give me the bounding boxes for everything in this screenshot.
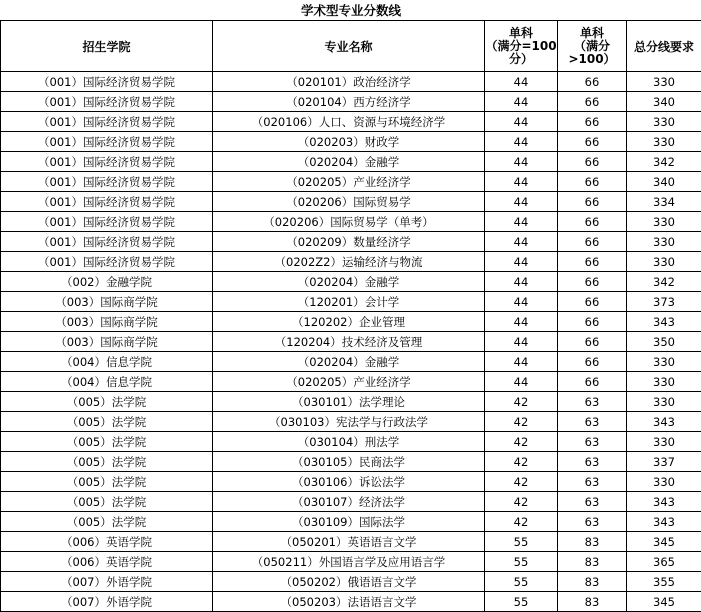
- cell-single-100: 44: [485, 352, 558, 372]
- cell-single-100: 44: [485, 292, 558, 312]
- table-row: [1, 492, 701, 512]
- cell-single-100: 42: [485, 472, 558, 492]
- cell-single-100: 55: [485, 552, 558, 572]
- cell-single-over-100: 83: [558, 532, 627, 552]
- table-row: [1, 212, 701, 232]
- table-row: [1, 112, 701, 132]
- header-total: 总分线要求: [627, 21, 701, 72]
- cell-total: 355: [627, 572, 701, 592]
- cell-single-over-100: 66: [558, 252, 627, 272]
- header-single-over-100-top: 单科: [558, 27, 626, 40]
- cell-college: （001）国际经济贸易学院: [1, 132, 213, 152]
- cell-major: （020209）数量经济学: [213, 232, 485, 252]
- cell-single-100: 55: [485, 592, 558, 612]
- cell-total: 330: [627, 72, 701, 92]
- cell-single-over-100: 66: [558, 212, 627, 232]
- cell-single-100: 44: [485, 332, 558, 352]
- cell-major: （120201）会计学: [213, 292, 485, 312]
- cell-major: （020204）金融学: [213, 152, 485, 172]
- header-single-over-100: [558, 21, 627, 72]
- cell-major: （030104）刑法学: [213, 432, 485, 452]
- cell-total: 350: [627, 332, 701, 352]
- cell-single-over-100: 83: [558, 572, 627, 592]
- cell-total: 330: [627, 432, 701, 452]
- header-single-100: [485, 21, 558, 72]
- cell-college: （005）法学院: [1, 512, 213, 532]
- cell-single-over-100: 66: [558, 92, 627, 112]
- cell-single-over-100: 66: [558, 152, 627, 172]
- cell-single-over-100: 63: [558, 432, 627, 452]
- cell-single-over-100: 83: [558, 592, 627, 612]
- cell-single-over-100: 66: [558, 172, 627, 192]
- table-row: [1, 552, 701, 572]
- cell-college: （007）外语学院: [1, 572, 213, 592]
- cell-college: （003）国际商学院: [1, 312, 213, 332]
- cell-total: 330: [627, 112, 701, 132]
- cell-major: （120202）企业管理: [213, 312, 485, 332]
- cell-college: （005）法学院: [1, 452, 213, 472]
- cell-college: （001）国际经济贸易学院: [1, 252, 213, 272]
- cell-major: （050201）英语语言文学: [213, 532, 485, 552]
- header-single-over-100-bottom: （满分>100）: [558, 40, 626, 66]
- cell-total: 330: [627, 372, 701, 392]
- cell-single-over-100: 66: [558, 132, 627, 152]
- cell-major: （020206）国际贸易学（单考）: [213, 212, 485, 232]
- table-row: [1, 512, 701, 532]
- cell-college: （001）国际经济贸易学院: [1, 152, 213, 172]
- cell-major: （020106）人口、资源与环境经济学: [213, 112, 485, 132]
- cell-total: 340: [627, 172, 701, 192]
- cell-major: （020204）金融学: [213, 272, 485, 292]
- cell-single-100: 44: [485, 312, 558, 332]
- cell-total: 330: [627, 472, 701, 492]
- table-row: [1, 272, 701, 292]
- table-row: [1, 232, 701, 252]
- cell-major: （020101）政治经济学: [213, 72, 485, 92]
- cell-college: （005）法学院: [1, 492, 213, 512]
- table-row: [1, 592, 701, 612]
- table-row: [1, 192, 701, 212]
- cell-college: （005）法学院: [1, 432, 213, 452]
- cell-single-100: 42: [485, 492, 558, 512]
- cell-total: 345: [627, 592, 701, 612]
- table-row: [1, 352, 701, 372]
- cell-total: 334: [627, 192, 701, 212]
- table-row: [1, 452, 701, 472]
- cell-major: （050202）俄语语言文学: [213, 572, 485, 592]
- cell-single-100: 55: [485, 572, 558, 592]
- cell-major: （030105）民商法学: [213, 452, 485, 472]
- cell-total: 343: [627, 412, 701, 432]
- cell-major: （0202Z2）运输经济与物流: [213, 252, 485, 272]
- cell-single-over-100: 63: [558, 412, 627, 432]
- cell-single-over-100: 66: [558, 312, 627, 332]
- cell-college: （004）信息学院: [1, 372, 213, 392]
- cell-single-100: 44: [485, 72, 558, 92]
- cell-college: （005）法学院: [1, 392, 213, 412]
- table-row: [1, 72, 701, 92]
- table-row: [1, 572, 701, 592]
- cell-single-over-100: 66: [558, 332, 627, 352]
- table-row: [1, 292, 701, 312]
- cell-single-100: 44: [485, 252, 558, 272]
- cell-single-100: 44: [485, 212, 558, 232]
- cell-college: （001）国际经济贸易学院: [1, 172, 213, 192]
- cell-single-100: 44: [485, 132, 558, 152]
- header-college: 招生学院: [1, 21, 213, 72]
- table-row: [1, 252, 701, 272]
- cell-major: （020203）财政学: [213, 132, 485, 152]
- table-row: [1, 532, 701, 552]
- table-row: [1, 152, 701, 172]
- cell-single-over-100: 63: [558, 492, 627, 512]
- cell-single-over-100: 83: [558, 552, 627, 572]
- cell-single-over-100: 66: [558, 112, 627, 132]
- cell-single-over-100: 66: [558, 232, 627, 252]
- cell-single-100: 44: [485, 372, 558, 392]
- cell-total: 330: [627, 352, 701, 372]
- cell-single-100: 44: [485, 172, 558, 192]
- header-major: 专业名称: [213, 21, 485, 72]
- cell-single-over-100: 66: [558, 372, 627, 392]
- header-single-100-bottom: （满分=100分）: [485, 40, 557, 66]
- table-title: 学术型专业分数线: [1, 0, 701, 21]
- cell-single-over-100: 66: [558, 352, 627, 372]
- cell-total: 343: [627, 312, 701, 332]
- cell-major: （020206）国际贸易学: [213, 192, 485, 212]
- cell-single-100: 42: [485, 392, 558, 412]
- cell-major: （030101）法学理论: [213, 392, 485, 412]
- cell-major: （030107）经济法学: [213, 492, 485, 512]
- cell-college: （002）金融学院: [1, 272, 213, 292]
- cell-college: （003）国际商学院: [1, 332, 213, 352]
- cell-college: （001）国际经济贸易学院: [1, 232, 213, 252]
- cell-single-100: 55: [485, 532, 558, 552]
- cell-single-100: 42: [485, 412, 558, 432]
- cell-college: （001）国际经济贸易学院: [1, 112, 213, 132]
- cell-single-100: 44: [485, 232, 558, 252]
- cell-college: （006）英语学院: [1, 552, 213, 572]
- table-row: [1, 372, 701, 392]
- table-row: [1, 432, 701, 452]
- table-row: [1, 412, 701, 432]
- header-single-100-top: 单科: [485, 27, 557, 40]
- cell-total: 342: [627, 152, 701, 172]
- table-row: [1, 472, 701, 492]
- cell-college: （001）国际经济贸易学院: [1, 92, 213, 112]
- cell-single-100: 44: [485, 152, 558, 172]
- cell-single-over-100: 63: [558, 452, 627, 472]
- table-row: [1, 392, 701, 412]
- cell-major: （030109）国际法学: [213, 512, 485, 532]
- table-row: [1, 132, 701, 152]
- cell-major: （020205）产业经济学: [213, 372, 485, 392]
- cell-single-over-100: 66: [558, 292, 627, 312]
- table-row: [1, 172, 701, 192]
- cell-single-over-100: 66: [558, 272, 627, 292]
- cell-total: 330: [627, 212, 701, 232]
- cell-major: （030106）诉讼法学: [213, 472, 485, 492]
- cell-single-over-100: 66: [558, 192, 627, 212]
- cell-total: 373: [627, 292, 701, 312]
- cell-college: （001）国际经济贸易学院: [1, 212, 213, 232]
- cell-college: （007）外语学院: [1, 592, 213, 612]
- cell-major: （050203）法语语言文学: [213, 592, 485, 612]
- cell-major: （020205）产业经济学: [213, 172, 485, 192]
- table-row: [1, 332, 701, 352]
- cell-single-over-100: 63: [558, 472, 627, 492]
- cell-total: 365: [627, 552, 701, 572]
- cell-total: 330: [627, 132, 701, 152]
- cell-single-100: 44: [485, 92, 558, 112]
- cell-single-over-100: 63: [558, 512, 627, 532]
- cell-single-100: 42: [485, 432, 558, 452]
- cell-college: （001）国际经济贸易学院: [1, 72, 213, 92]
- cell-single-100: 44: [485, 112, 558, 132]
- cell-college: （005）法学院: [1, 472, 213, 492]
- cell-total: 342: [627, 272, 701, 292]
- cell-college: （001）国际经济贸易学院: [1, 192, 213, 212]
- cell-single-100: 42: [485, 452, 558, 472]
- cell-college: （003）国际商学院: [1, 292, 213, 312]
- cell-single-100: 44: [485, 192, 558, 212]
- cell-single-100: 44: [485, 272, 558, 292]
- cell-major: （020104）西方经济学: [213, 92, 485, 112]
- cell-major: （020204）金融学: [213, 352, 485, 372]
- cell-major: （030103）宪法学与行政法学: [213, 412, 485, 432]
- cell-single-over-100: 66: [558, 72, 627, 92]
- table-row: [1, 92, 701, 112]
- table-row: [1, 312, 701, 332]
- cell-single-100: 42: [485, 512, 558, 532]
- cell-total: 330: [627, 252, 701, 272]
- cell-total: 337: [627, 452, 701, 472]
- cell-total: 330: [627, 392, 701, 412]
- cell-total: 330: [627, 232, 701, 252]
- cell-college: （004）信息学院: [1, 352, 213, 372]
- cell-single-over-100: 63: [558, 392, 627, 412]
- cell-major: （120204）技术经济及管理: [213, 332, 485, 352]
- table-body: [1, 72, 701, 612]
- cell-total: 340: [627, 92, 701, 112]
- cell-major: （050211）外国语言学及应用语言学: [213, 552, 485, 572]
- cell-total: 345: [627, 532, 701, 552]
- cell-college: （006）英语学院: [1, 532, 213, 552]
- cell-total: 343: [627, 512, 701, 532]
- cell-college: （005）法学院: [1, 412, 213, 432]
- cell-total: 343: [627, 492, 701, 512]
